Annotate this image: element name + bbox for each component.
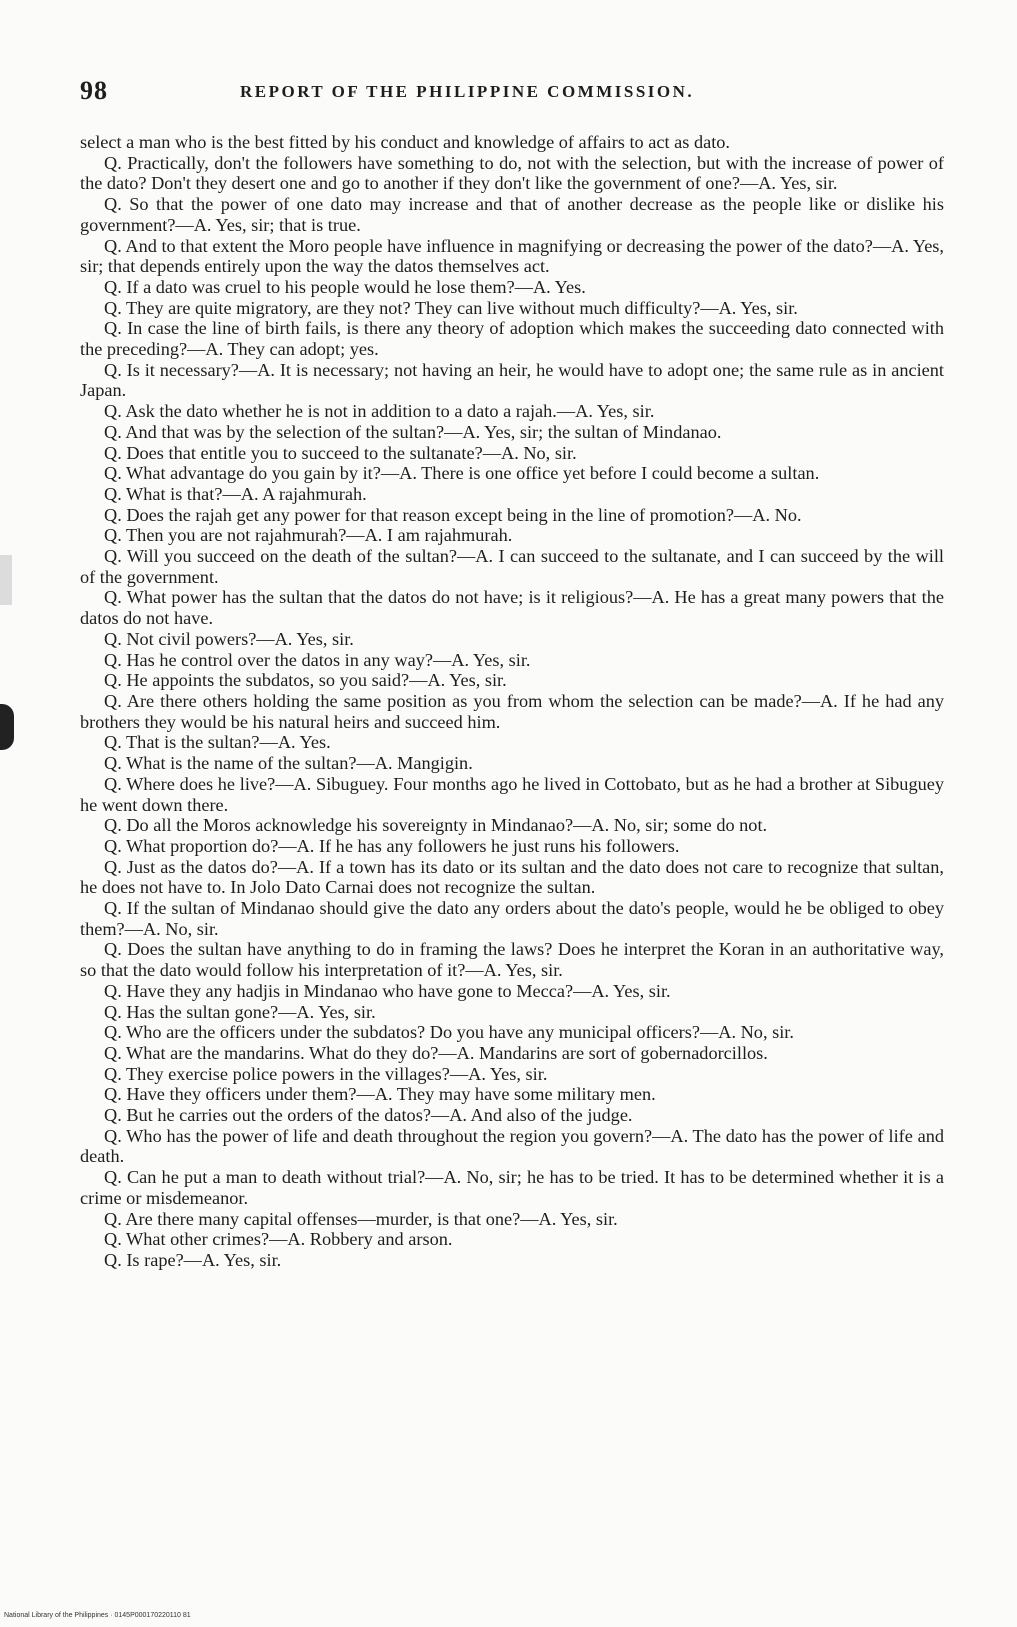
paragraph: Q. But he carries out the orders of the datos?—A. And also of the judge. <box>104 1105 633 1126</box>
paragraph: Q. So that the power of one dato may increase and that of another decrease as the people like or dislike his government?—A. Yes, sir; that is true. <box>80 194 944 235</box>
paragraph: Q. What is the name of the sultan?—A. Mangigin. <box>104 753 473 774</box>
paragraph: Q. Will you succeed on the death of the sultan?—A. I can succeed to the sultanate, and I can succeed by the will of the government. <box>80 546 944 587</box>
paragraph: Q. Has the sultan gone?—A. Yes, sir. <box>104 1001 376 1022</box>
paragraph: Q. Not civil powers?—A. Yes, sir. <box>104 628 354 649</box>
running-head: REPORT OF THE PHILIPPINE COMMISSION. <box>240 82 695 101</box>
scan-credit: National Library of the Philippines · 0145P000170220110 81 <box>4 1612 191 1619</box>
paragraph: Q. And that was by the selection of the sultan?—A. Yes, sir; the sultan of Mindanao. <box>104 421 722 442</box>
paragraph: Q. They are quite migratory, are they not? They can live without much difficulty?—A. Yes, sir. <box>104 297 798 318</box>
paragraph: Q. Does the rajah get any power for that reason except being in the line of promotion?—A. No. <box>104 504 802 525</box>
paragraph: Q. Who are the officers under the subdatos? Do you have any municipal officers?—A. No, sir. <box>104 1022 794 1043</box>
paragraph: Q. He appoints the subdatos, so you said?—A. Yes, sir. <box>104 670 507 691</box>
paragraph: Q. Who has the power of life and death throughout the region you govern?—A. The dato has the power of life and death. <box>80 1125 944 1167</box>
paragraph: Q. They exercise police powers in the villages?—A. Yes, sir. <box>104 1063 548 1084</box>
paragraph: Q. Do all the Moros acknowledge his sovereignty in Mindanao?—A. No, sir; some do not. <box>104 815 768 836</box>
paragraph: Q. If the sultan of Mindanao should give the dato any orders about the dato's people, would he be obliged to obey them?—A. No, sir. <box>80 898 944 939</box>
paragraph: Q. Then you are not rajahmurah?—A. I am rajahmurah. <box>104 525 513 546</box>
paragraph: Q. What is that?—A. A rajahmurah. <box>104 483 367 504</box>
paragraph: Q. Is rape?—A. Yes, sir. <box>104 1249 282 1270</box>
paragraph: Q. If a dato was cruel to his people would he lose them?—A. Yes. <box>104 276 586 297</box>
paragraph: Q. Have they any hadjis in Mindanao who have gone to Mecca?—A. Yes, sir. <box>104 980 671 1001</box>
scan-edge-shadow <box>0 555 12 605</box>
paragraph: Q. What proportion do?—A. If he has any followers he just runs his followers. <box>104 835 680 856</box>
paragraph: Q. What other crimes?—A. Robbery and arson. <box>104 1229 453 1250</box>
paragraph: Q. Just as the datos do?—A. If a town has its dato or its sultan and the dato does not care to recognize that sultan, he does not have to. In Jolo Dato Carnai does not recognize the sultan. <box>80 856 944 898</box>
paragraph: Q. What advantage do you gain by it?—A. There is one office yet before I could become a sultan. <box>104 463 820 484</box>
paragraph: Q. Does that entitle you to succeed to the sultanate?—A. No, sir. <box>104 442 577 463</box>
paragraph: select a man who is the best fitted by his conduct and knowledge of affairs to act as dato. <box>80 132 730 152</box>
paragraph: Q. Is it necessary?—A. It is necessary; not having an heir, he would have to adopt one; the same rule as in ancient Japan. <box>80 359 944 401</box>
paragraph: Q. In case the line of birth fails, is there any theory of adoption which makes the succeeding dato connected with the preceding?—A. They can adopt; yes. <box>80 318 944 360</box>
paragraph: Q. Ask the dato whether he is not in addition to a dato a rajah.—A. Yes, sir. <box>104 401 655 422</box>
paragraph: Q. Are there many capital offenses—murder, is that one?—A. Yes, sir. <box>104 1208 618 1229</box>
paragraph: Q. That is the sultan?—A. Yes. <box>104 732 331 753</box>
paragraph: Q. Does the sultan have anything to do in framing the laws? Does he interpret the Koran in an authoritative way, so that the dato would follow his interpretation of it?—A. Yes, sir. <box>80 939 944 981</box>
paragraph: Q. And to that extent the Moro people have influence in magnifying or decreasing the power of the dato?—A. Yes, sir; that depends entirely upon the way the datos themselves act. <box>80 235 944 277</box>
paragraph: Q. Where does he live?—A. Sibuguey. Four months ago he lived in Cottobato, but as he had a brother at Sibuguey he went down there. <box>80 773 944 815</box>
page-number: 98 <box>80 76 108 105</box>
scan-binding-mark <box>0 704 14 750</box>
paragraph: Q. Are there others holding the same position as you from whom the selection can be made?—A. If he had any brothers they would be his natural heirs and succeed him. <box>80 690 944 732</box>
page-header <box>80 76 950 112</box>
body-text <box>80 132 944 1271</box>
paragraph: Q. Can he put a man to death without trial?—A. No, sir; he has to be tried. It has to be determined whether it is a crime or misdemeanor. <box>80 1167 944 1208</box>
paragraph: Q. Have they officers under them?—A. They may have some military men. <box>104 1084 656 1105</box>
paragraph: Q. Has he control over the datos in any way?—A. Yes, sir. <box>104 649 531 670</box>
paragraph: Q. What are the mandarins. What do they do?—A. Mandarins are sort of gobernadorcillos. <box>104 1042 768 1063</box>
paragraph: Q. Practically, don't the followers have something to do, not with the selection, but with the increase of power of the dato? Don't they desert one and go to another if they don't like the government of one?—A. Yes, sir. <box>80 152 944 194</box>
paragraph: Q. What power has the sultan that the datos do not have; is it religious?—A. He has a great many powers that the datos do not have. <box>80 587 944 629</box>
